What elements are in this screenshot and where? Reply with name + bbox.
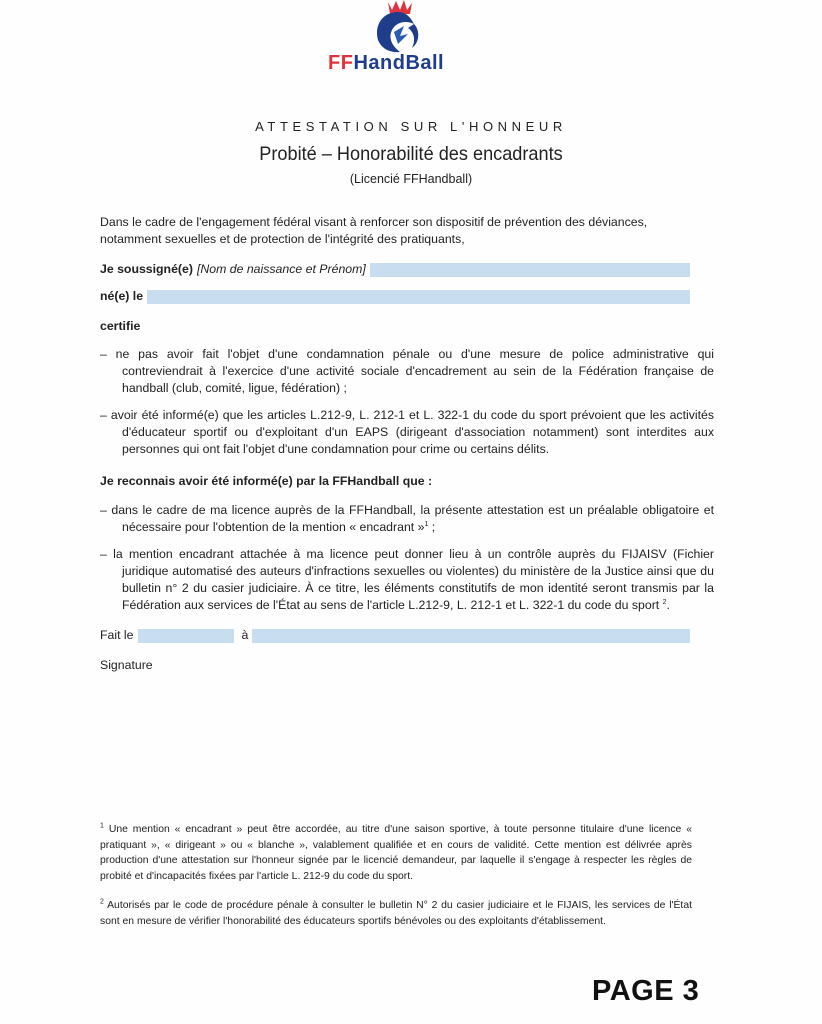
acknowledge-item-1-text: – dans le cadre de ma licence auprès de la FFHandball, la présente attestation est un préalable obligatoire et nécessaire pour l'obtention de la mention « encadrant » bbox=[100, 503, 714, 534]
place-input[interactable] bbox=[252, 629, 690, 643]
footnote-2-number: 2 bbox=[100, 898, 104, 906]
certify-label: certifie bbox=[100, 319, 141, 333]
signature-label: Signature bbox=[100, 658, 153, 672]
ffhandball-logo bbox=[322, 0, 472, 76]
document-subtitle: (Licencié FFHandball) bbox=[349, 172, 473, 186]
footnote-ref-1: 1 bbox=[424, 520, 429, 528]
footnote-1 bbox=[100, 822, 692, 884]
acknowledge-item-2-text: – la mention encadrant attachée à ma licence peut donner lieu à un contrôle auprès du FIJAISV (Fichier juridique automatisé des auteurs d'infractions sexuelles ou violentes) du ministère de la Justice ainsi que du bulletin n° 2 du casier judiciaire. À ce titre, les éléments constitutifs de mon identité seront transmis par la Fédération aux services de l'État au sens de l'article L.212-9, L. 212-1 et L. 322-1 du code du sport bbox=[100, 547, 714, 612]
acknowledge-item-1 bbox=[100, 502, 714, 536]
at-label: à bbox=[241, 628, 249, 642]
footnote-2-text: Autorisés par le code de procédure pénale à consulter le bulletin N° 2 du casier judiciaire et le FIJAIS, les services de l'État sont en mesure de vérifier l'honorabilité des éducateurs sportifs bénévoles ou des exploitants d'établissement. bbox=[100, 900, 692, 927]
signature-area[interactable] bbox=[100, 680, 690, 800]
footnote-1-text: Une mention « encadrant » peut être accordée, au titre d'une saison sportive, à toute personne titulaire d'une licence « pratiquant », « dirigeant » ou « blanche », valablement qualifiée et en cours de validité. Cette mention est délivrée après production d'une attestation sur l'honneur signée par le licencié demandeur, par laquelle il s'engage à respecter les règles de probité et d'incapacités fixées par l'article L. 212-9 du code du sport. bbox=[100, 824, 692, 882]
birth-line bbox=[100, 288, 690, 305]
document-kicker: ATTESTATION SUR L'HONNEUR bbox=[255, 119, 567, 134]
made-on-label: Fait le bbox=[100, 628, 134, 642]
acknowledge-item-2-end: . bbox=[666, 598, 670, 612]
name-hint: [Nom de naissance et Prénom] bbox=[196, 262, 366, 276]
certify-item-2: – avoir été informé(e) que les articles L.212-9, L. 212-1 et L. 322-1 du code du sport prévoient que les activités d'éducateur sportif ou d'exploitant d'un EAPS (dirigeant d'association notamment) sont interdites aux personnes qui ont fait l'objet d'une condamnation pour crime ou certains délits. bbox=[100, 408, 714, 456]
name-line bbox=[100, 261, 690, 278]
footnote-1-number: 1 bbox=[100, 822, 104, 830]
footnote-ref-2: 2 bbox=[662, 598, 667, 606]
footnote-2 bbox=[100, 898, 692, 929]
acknowledge-item-1-end: ; bbox=[428, 520, 436, 534]
logo-ff: FF bbox=[328, 52, 354, 74]
birth-label: né(e) le bbox=[100, 289, 144, 303]
name-label: Je soussigné(e) bbox=[100, 262, 193, 276]
acknowledge-item-2 bbox=[100, 546, 714, 614]
certify-item-1: – ne pas avoir fait l'objet d'une condamnation pénale ou d'une mesure de police administrative qui contreviendrait à l'exercice d'une activité sociale d'encadrement au sein de la Fédération française de handball (club, comité, ligue, fédération) ; bbox=[100, 347, 714, 395]
name-input[interactable] bbox=[370, 263, 690, 277]
date-input[interactable] bbox=[138, 629, 234, 643]
logo-wordmark bbox=[328, 52, 444, 75]
document-title: Probité – Honorabilité des encadrants bbox=[259, 143, 563, 165]
birth-date-input[interactable] bbox=[147, 290, 690, 304]
acknowledge-heading: Je reconnais avoir été informé(e) par la FFHandball que : bbox=[100, 474, 433, 488]
intro-paragraph: Dans le cadre de l'engagement fédéral visant à renforcer son dispositif de prévention des déviances, notamment sexuelles et de protection de l'intégrité des pratiquants, bbox=[100, 215, 648, 246]
rooster-emblem-icon bbox=[370, 0, 426, 54]
made-on-line bbox=[100, 627, 690, 644]
logo-handball: HandBall bbox=[353, 52, 445, 74]
page-number-label: PAGE 3 bbox=[592, 975, 700, 1007]
